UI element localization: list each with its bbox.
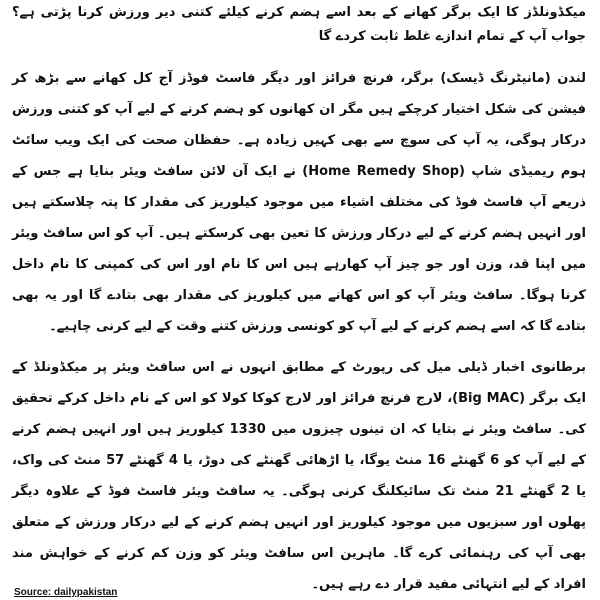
source-credit: Source: dailypakistan — [14, 587, 118, 598]
article-paragraph-2: برطانوی اخبار ڈیلی میل کی رپورٹ کے مطابق انہوں نے اس سافٹ ویئر پر میکڈونلڈ کے ایک برگر (Big MAC)، لارج فرنچ فرائز اور لارج کوکا کولا کو اس کے نام داخل کرکے تحقیق کی۔ سافٹ ویئر نے بتایا کہ ان تینوں چیزوں میں 1330 کیلوریز ہیں اور انہیں ہضم کرنے کے لیے آپ کو 6 گھنٹے 16 منٹ یوگا، یا اڑھائی گھنٹے کی دوڑ، یا 4 گھنٹے 57 منٹ کی واک، یا 2 گھنٹے 21 منٹ تک سائیکلنگ کرنی ہوگی۔ یہ سافٹ ویئر فاسٹ فوڈ کے علاوہ دیگر پھلوں اور سبزیوں میں موجود کیلوریز اور انہیں ہضم کرنے کے لیے درکار ورزش کے متعلق بھی آپ کی رہنمائی کرے گا۔ ماہرین اس سافٹ ویئر کو وزن کم کرنے کے خواہش مند افراد کے لیے انتہائی مفید قرار دے رہے ہیں۔ — [12, 360, 587, 592]
article-paragraph-1: لندن (مانیٹرنگ ڈیسک) برگر، فرنچ فرائز اور دیگر فاسٹ فوڈز آج کل کھانے سے بڑھ کر فیشن کی شکل اختیار کرچکے ہیں مگر ان کھانوں کو ہضم کرنے کے لیے آپ کو کتنی ورزش درکار ہوگی، یہ آپ کی سوچ سے بھی کہیں زیادہ ہے۔ حفظان صحت کی ایک ویب سائٹ ہوم ریمیڈی شاپ (Home Remedy Shop) نے ایک آن لائن سافٹ ویئر بنایا ہے جس کے ذریعے آپ فاسٹ فوڈ کی مختلف اشیاء میں موجود کیلوریز کی مقدار کا پتہ چلاسکتے ہیں اور انہیں ہضم کرنے کے لیے درکار ورزش کا تعین بھی کرسکتے ہیں۔ آپ کو اس سافٹ ویئر میں اپنا قد، وزن اور جو چیز آپ کھارہے ہیں اس کا نام اور اس کی کمپنی کا نام داخل کرنا ہوگا۔ سافٹ ویئر آپ کو اس کھانے میں کیلوریز کی مقدار بھی بتادے گا اور یہ بھی بتادے گا کہ اسے ہضم کرنے کے لیے آپ کو کونسی ورزش کتنے وقت کے لیے کرنی چاہیے۔ — [12, 71, 586, 334]
article-title: میکڈونلڈز کا ایک برگر کھانے کے بعد اسے ہضم کرنے کیلئے کتنی دیر ورزش کرنا پڑتی ہے؟ جواب آپ کے تمام اندازے غلط ثابت کردے گا — [12, 5, 586, 44]
